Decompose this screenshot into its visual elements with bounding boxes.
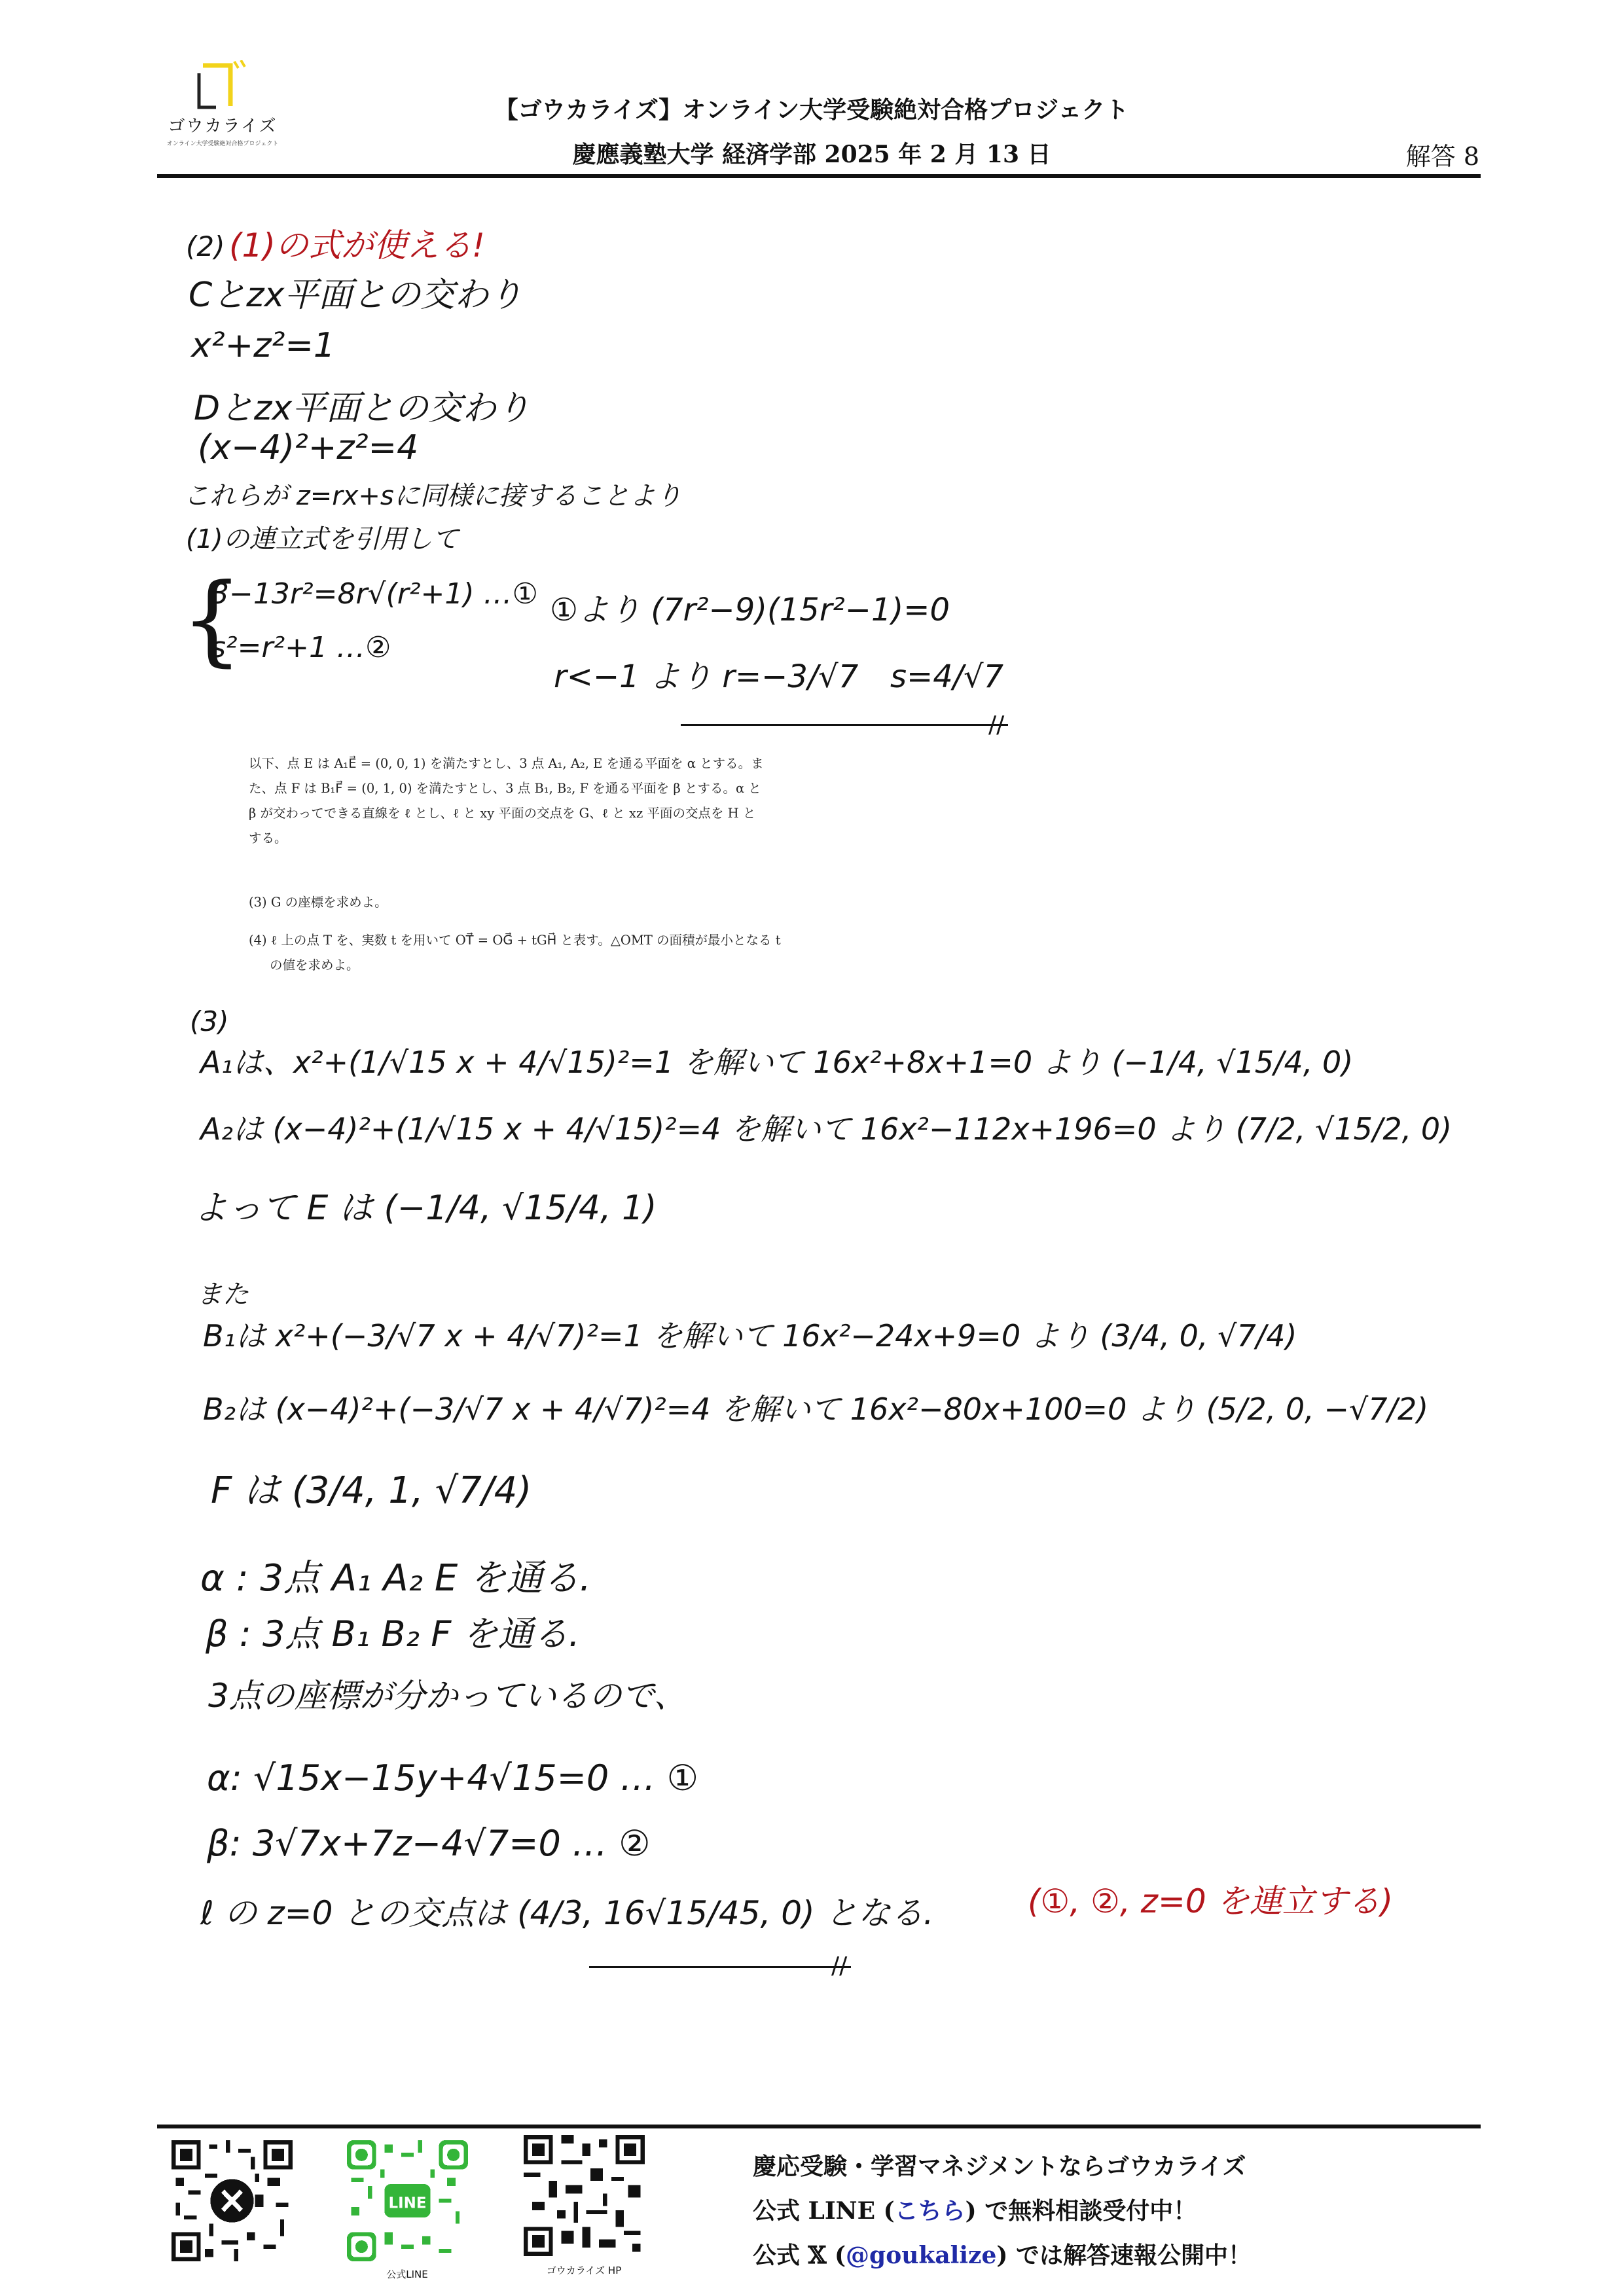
part2-line: これらが z=rx+sに同様に接することより — [183, 481, 682, 511]
x-account-link[interactable]: @goukalize — [846, 2242, 997, 2269]
end-mark: // — [831, 1952, 848, 1979]
footer-text: 公式 𝕏 ( — [753, 2242, 846, 2269]
logo-tagline: オンライン大学受験絶対合格プロジェクト — [166, 141, 279, 147]
part3-line: α : 3点 A₁ A₂ E を通る. — [200, 1557, 591, 1600]
logo-name: ゴウカライズ — [168, 117, 278, 136]
part3-line: また — [196, 1280, 249, 1310]
website-qr-code-icon[interactable] — [524, 2135, 645, 2256]
system-equation: 3−13r²=8r√(r²+1) …① — [211, 577, 538, 611]
footer-promo: 慶応受験・学習マネジメントならゴウカライズ — [753, 2153, 1246, 2180]
footer-text: ) で無料相談受付中！ — [965, 2197, 1197, 2225]
part2-red-note: (1)の式が使える! — [229, 226, 485, 264]
x-qr-code-icon[interactable] — [171, 2140, 293, 2261]
part3-line: F は (3/4, 1, √7/4) — [211, 1469, 532, 1512]
part2-line: Dとzx平面との交わり — [194, 389, 531, 428]
qr-label: 公式LINE — [386, 2269, 428, 2280]
header-subtitle: 慶應義塾大学 経済学部 2025 年 2 月 13 日 — [572, 141, 1051, 168]
part2-label: (2) — [186, 230, 225, 262]
question-4: (4) ℓ 上の点 T を、実数 t を用いて OT⃗ = OG⃗ + tGH⃗ と表す。△OMT の面積が最小となる t — [249, 933, 781, 948]
footer-text: ) では解答速報公開中！ — [996, 2242, 1252, 2269]
line-link[interactable]: こちら — [894, 2197, 965, 2225]
footer-rule — [157, 2125, 1481, 2128]
part2-line: (x−4)²+z²=4 — [198, 428, 419, 467]
system-equation: s²=r²+1 …② — [211, 631, 391, 664]
line-qr-code-icon[interactable] — [347, 2140, 468, 2261]
footer-line-contact — [753, 2193, 1197, 2226]
part2-line: (1)の連立式を引用して — [186, 524, 459, 554]
part3-line: よって E は (−1/4, √15/4, 1) — [194, 1189, 657, 1228]
answer-underline — [589, 1966, 851, 1968]
part2-line: x²+z²=1 — [191, 326, 335, 365]
intersection-answer: ℓ の z=0 との交点は (4/3, 16√15/45, 0) となる. — [200, 1894, 934, 1932]
header-title: 【ゴウカライズ】オンライン大学受験絶対合格プロジェクト — [494, 96, 1129, 124]
svg-text:LINE: LINE — [388, 2195, 427, 2212]
problem-line: する。 — [249, 831, 287, 846]
problem-line: β が交わってできる直線を ℓ とし、ℓ と xy 平面の交点を G、ℓ と xz 平面の交点を H と — [249, 806, 756, 821]
plane-beta: β: 3√7x+7z−4√7=0 … ② — [207, 1823, 651, 1864]
part3-line: A₂は (x−4)²+(1/√15 x + 4/√15)²=4 を解いて 16x²−112x+196=0 より (7/2, √15/2, 0) — [200, 1111, 1453, 1147]
problem-statement — [249, 751, 825, 851]
page-label: 解答 8 — [1405, 142, 1479, 171]
header-rule — [157, 174, 1481, 178]
question-4-cont: の値を求めよ。 — [270, 958, 359, 973]
derivation-line: s=4/√7 — [890, 658, 1004, 695]
end-mark: // — [988, 711, 1005, 738]
part3-label: (3) — [190, 1005, 229, 1037]
part3-line: A₁は、x²+(1/√15 x + 4/√15)²=1 を解いて 16x²+8x+1=0 より (−1/4, √15/4, 0) — [200, 1045, 1354, 1080]
answer-underline — [681, 724, 1008, 726]
part3-red-note: (①, ②, z=0 を連立する) — [1028, 1882, 1394, 1920]
derivation-line: ①より (7r²−9)(15r²−1)=0 — [550, 592, 950, 628]
part3-line: B₂は (x−4)²+(−3/√7 x + 4/√7)²=4 を解いて 16x²−80x+100=0 より (5/2, 0, −√7/2) — [203, 1391, 1429, 1427]
footer-x-contact — [753, 2237, 1252, 2270]
qr-label: ゴウカライズ HP — [546, 2265, 622, 2276]
footer-text: 公式 LINE ( — [753, 2197, 895, 2225]
problem-line: た、点 F は B₁F⃗ = (0, 1, 0) を満たすとし、3 点 B₁, B₂, F を通る平面を β とする。α と — [249, 781, 761, 796]
part3-line: β : 3点 B₁ B₂ F を通る. — [206, 1613, 580, 1655]
question-3: (3) G の座標を求めよ。 — [249, 895, 388, 910]
part3-line: 3点の座標が分かっているので、 — [208, 1677, 687, 1715]
part3-line: B₁は x²+(−3/√7 x + 4/√7)²=1 を解いて 16x²−24x+9=0 より (3/4, 0, √7/4) — [203, 1318, 1297, 1354]
logo-mark-icon — [190, 60, 249, 111]
problem-line: 以下、点 E は A₁E⃗ = (0, 0, 1) を満たすとし、3 点 A₁, A₂, E を通る平面を α とする。ま — [249, 756, 764, 771]
part2-line: Cとzx平面との交わり — [189, 276, 523, 315]
plane-alpha: α: √15x−15y+4√15=0 … ① — [207, 1757, 699, 1799]
derivation-line: r<−1 より r=−3/√7 — [554, 658, 859, 695]
system-brace: { — [181, 563, 244, 677]
